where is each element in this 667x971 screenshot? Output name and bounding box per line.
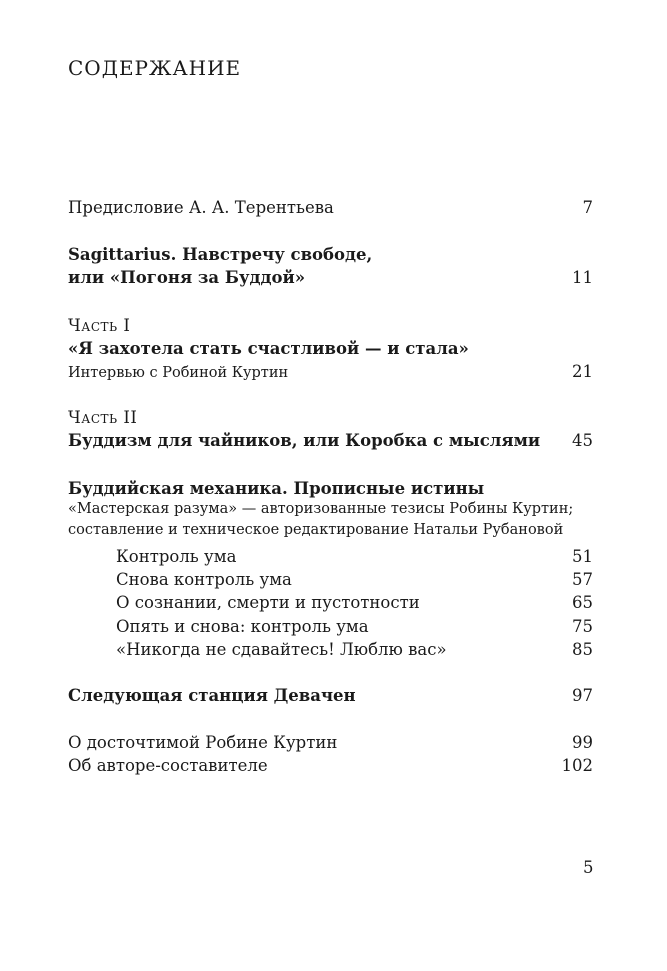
toc-entry-page: 85 <box>572 640 593 659</box>
toc-part-heading: Часть II <box>68 408 138 427</box>
toc-entry-page: 21 <box>572 362 593 381</box>
toc-entry-label: Опять и снова: контроль ума <box>116 617 369 636</box>
toc-entry-page: 75 <box>572 617 593 636</box>
toc-entry-label: или «Погоня за Буддой» <box>68 268 306 287</box>
toc-entry-sagittarius <box>68 266 593 290</box>
toc-entry-sagittarius-line1: Sagittarius. Навстречу свободе, <box>68 245 373 264</box>
toc-entry-page: 7 <box>582 198 593 217</box>
toc-entry-label: Об авторе-составителе <box>68 756 268 775</box>
toc-entry-label: Буддизм для чайников, или Коробка с мыслями <box>68 431 541 450</box>
toc-entry-part2 <box>68 429 593 453</box>
page-number: 5 <box>583 858 594 877</box>
toc-entry-about-author <box>68 754 593 778</box>
toc-entry-page: 57 <box>572 570 593 589</box>
toc-entry-page: 51 <box>572 547 593 566</box>
toc-entry-label: О сознании, смерти и пустотности <box>116 593 420 612</box>
toc-entry-page: 97 <box>572 686 593 705</box>
toc-entry-label: Предисловие А. А. Терентьева <box>68 198 334 217</box>
toc-entry-page: 45 <box>572 431 593 450</box>
toc-entry-about-robina <box>68 731 593 755</box>
toc-entry-page: 65 <box>572 593 593 612</box>
toc-part-heading: Часть I <box>68 316 131 335</box>
toc-entry-label: Контроль ума <box>116 547 237 566</box>
toc-entry-preface <box>68 196 593 220</box>
toc-entry-devachen <box>68 684 593 708</box>
toc-entry-mechanics-desc: «Мастерская разума» — авторизованные тезисы Робины Куртин; <box>68 501 574 517</box>
toc-entry-label: Снова контроль ума <box>116 570 292 589</box>
toc-entry-page: 99 <box>572 733 593 752</box>
toc-subentry <box>116 568 593 592</box>
toc-entry-part1 <box>68 360 593 385</box>
toc-entry-mechanics-desc: составление и техническое редактирование Натальи Рубановой <box>68 522 564 538</box>
toc-entry-label: «Никогда не сдавайтесь! Люблю вас» <box>116 640 447 659</box>
toc-subentry <box>116 615 593 639</box>
toc-subentry <box>116 545 593 569</box>
toc-entry-part1-title: «Я захотела стать счастливой — и стала» <box>68 339 469 358</box>
toc-entry-label: Следующая станция Девачен <box>68 686 356 705</box>
toc-entry-mechanics-title: Буддийская механика. Прописные истины <box>68 479 485 498</box>
toc-entry-label: О досточтимой Робине Куртин <box>68 733 338 752</box>
toc-subentry <box>116 638 593 662</box>
toc-subentry <box>116 591 593 615</box>
page-title: СОДЕРЖАНИЕ <box>68 56 242 80</box>
toc-entry-page: 102 <box>561 756 593 775</box>
toc-entry-page: 11 <box>572 268 593 287</box>
toc-entry-subtitle: Интервью с Робиной Куртин <box>68 365 289 381</box>
